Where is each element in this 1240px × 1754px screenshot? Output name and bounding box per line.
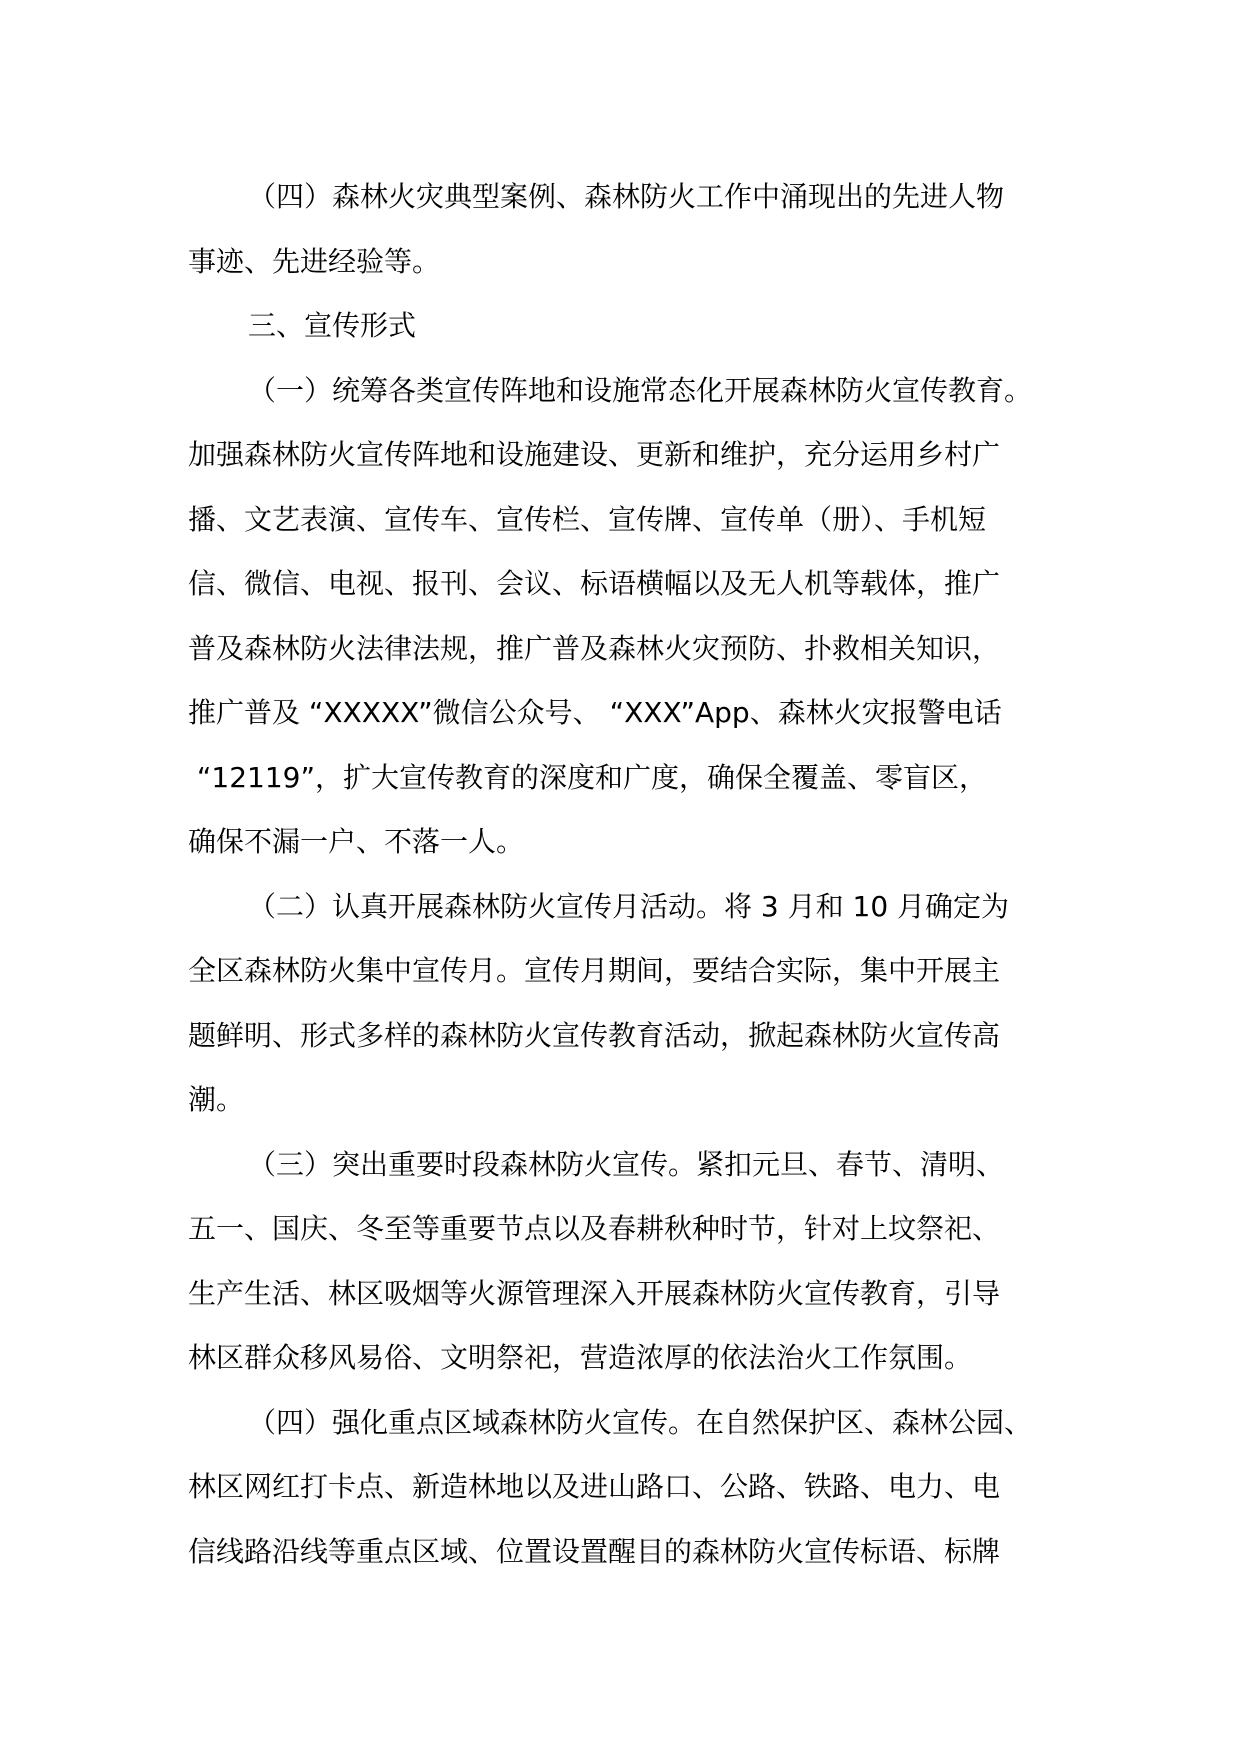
text-line: 播、文艺表演、宣传车、宣传栏、宣传牌、宣传单（册）、手机短: [188, 502, 987, 536]
text-line: （四）强化重点区域森林防火宣传。在自然保护区、森林公园、: [248, 1405, 1033, 1439]
text-line: 信、微信、电视、报刊、会议、标语横幅以及无人机等载体，推广: [188, 567, 1001, 600]
text-line: 潮。: [188, 1083, 245, 1116]
text-line: 林区网红打卡点、新造林地以及进山路口、公路、铁路、电力、电: [188, 1470, 1001, 1503]
text-line: 题鲜明、形式多样的森林防火宣传教育活动，掀起森林防火宣传高: [188, 1018, 1001, 1052]
text-line: 推广普及 “XXXXX”微信公众号、 “XXX”App、森林火灾报警电话: [188, 696, 1002, 729]
text-line: “12119”，扩大宣传教育的深度和广度，确保全覆盖、零盲区，: [188, 760, 987, 794]
document-body: [188, 165, 1058, 1584]
text-line: 全区森林防火集中宣传月。宣传月期间，要结合实际，集中开展主: [188, 954, 1001, 987]
text-line: 事迹、先进经验等。: [188, 244, 441, 278]
text-line: （三）突出重要时段森林防火宣传。紧扣元旦、春节、清明、: [248, 1147, 1005, 1181]
section-heading: 三、宣传形式: [248, 309, 417, 342]
text-line: 生产生活、林区吸烟等火源管理深入开展森林防火宣传教育，引导: [188, 1276, 1001, 1310]
text-line: 确保不漏一户、不落一人。: [188, 825, 525, 858]
text-line: （四）森林火灾典型案例、森林防火工作中涌现出的先进人物: [248, 180, 1005, 213]
text-line: 林区群众移风易俗、文明祭祀，营造浓厚的依法治火工作氛围。: [188, 1341, 973, 1374]
text-line: （一）统筹各类宣传阵地和设施常态化开展森林防火宣传教育。: [248, 373, 1033, 407]
text-line: 普及森林防火法律法规，推广普及森林火灾预防、扑救相关知识，: [188, 631, 1001, 665]
text-line: 信线路沿线等重点区域、位置设置醒目的森林防火宣传标语、标牌: [188, 1534, 1001, 1568]
text-line: 加强森林防火宣传阵地和设施建设、更新和维护，充分运用乡村广: [188, 438, 1001, 471]
text-line: 五一、国庆、冬至等重要节点以及春耕秋种时节，针对上坟祭祀、: [188, 1212, 1001, 1245]
text-line: （二）认真开展森林防火宣传月活动。将 3 月和 10 月确定为: [248, 889, 1010, 923]
